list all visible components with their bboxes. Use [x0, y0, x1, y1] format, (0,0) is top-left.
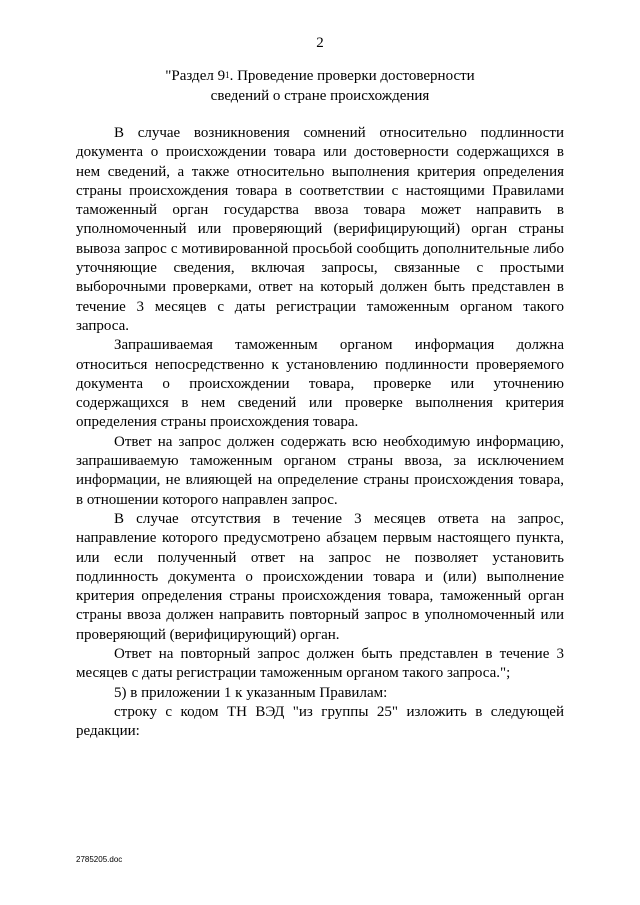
paragraph-3: Ответ на запрос должен содержать всю необходимую информацию, запрашиваемую таможенным органом страны ввоза, за исключением информации, не влияющей на определение страны происхождения товара, в отношении которого направлен запрос.: [76, 433, 564, 508]
section-title-line-1: [80, 66, 560, 86]
paragraph-2: Запрашиваемая таможенным органом информация должна относиться непосредственно к установлению подлинности проверяемого документа о происхождении товара, проверке или уточнению содержащихся в нем сведений или проверке выполнения критерия определения страны происхождения товара.: [76, 337, 564, 431]
paragraph-5: Ответ на повторный запрос должен быть представлен в течение 3 месяцев с даты регистрации таможенным органом такого запроса.";: [76, 646, 564, 682]
section-title-line-2: сведений о стране происхождения: [210, 88, 430, 104]
document-body: [76, 124, 564, 742]
section-title-superscript: 1: [225, 70, 230, 80]
file-name-footer: 2785205.doc: [76, 855, 123, 864]
page-number: 2: [316, 35, 324, 51]
paragraph-7: строку с кодом ТН ВЭД "из группы 25" изложить в следующей редакции:: [76, 703, 564, 740]
paragraph-4: В случае отсутствия в течение 3 месяцев ответа на запрос, направление которого предусмотрено абзацем первым настоящего пункта, или если полученный ответ на запрос не позволяет установить подлинность документа о происхождении товара и (или) выполнение критерия определения страны происхождения товара, таможенный орган страны ввоза должен направить повторный запрос в уполномоченный или проверяющий (верифицирующий) орган.: [76, 510, 564, 643]
section-title-suffix: . Проведение проверки достоверности: [229, 68, 475, 84]
paragraph-6: 5) в приложении 1 к указанным Правилам:: [114, 684, 388, 701]
section-title-prefix: "Раздел 9: [165, 68, 226, 84]
paragraph-1: В случае возникновения сомнений относительно подлинности документа о происхождении товара или достоверности содержащихся в нем сведений, а также относительно выполнения критерия определения страны происхождения товара в соответствии с настоящими Правилами таможенный орган государства ввоза товара может направить в уполномоченный или проверяющий (верифицирующий) орган страны вывоза запрос с мотивированной просьбой сообщить дополнительные либо уточняющие сведения, включая запросы, связанные с простыми выборочными проверками, ответ на который должен быть представлен в течение 3 месяцев с даты регистрации таможенным органом такого запроса.: [76, 125, 564, 334]
section-title: [80, 66, 560, 106]
